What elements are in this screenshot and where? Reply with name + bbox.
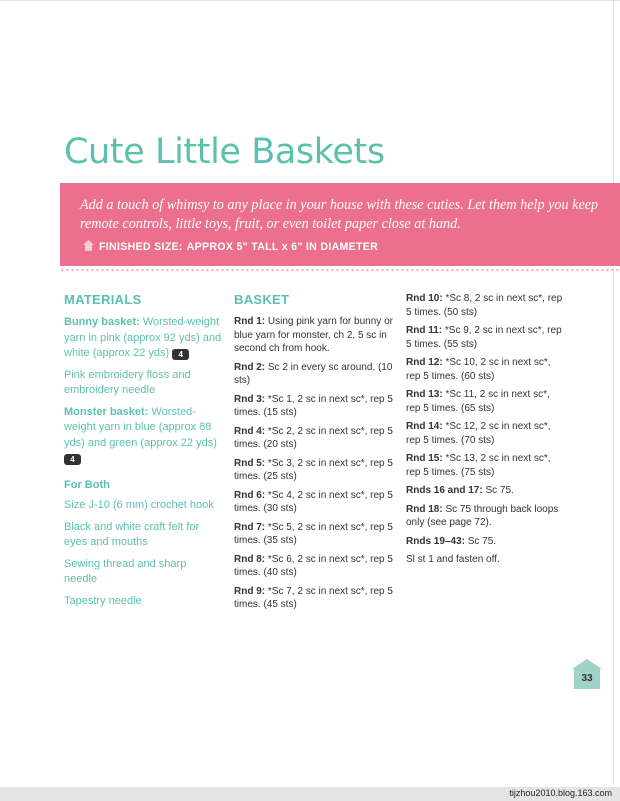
dotted-divider <box>60 268 620 272</box>
round-instruction: Rnds 16 and 17: Sc 75. <box>406 485 514 496</box>
round-instruction: Rnd 9: *Sc 7, 2 sc in next sc*, rep 5 times. (45 sts) <box>234 585 393 610</box>
yarn-weight-icon: 4 <box>64 454 81 465</box>
house-icon <box>83 240 94 254</box>
material-item: Sewing thread and sharp needle <box>64 557 187 585</box>
round-instruction: Rnd 2: Sc 2 in every sc around. (10 sts) <box>234 361 393 386</box>
round-instruction: Rnd 11: *Sc 9, 2 sc in next sc*, rep 5 times. (55 sts) <box>406 325 562 350</box>
footer-bar <box>0 787 620 801</box>
round-instruction: Rnd 5: *Sc 3, 2 sc in next sc*, rep 5 times. (25 sts) <box>234 457 393 482</box>
monster-basket-text: Worsted-weight yarn in blue (approx 88 yds) and green (approx 22 yds) <box>64 405 217 449</box>
embroidery-floss-material: Pink embroidery floss and embroidery needle <box>64 368 191 396</box>
monster-basket-label: Monster basket: <box>64 405 149 418</box>
intro-banner <box>60 183 620 266</box>
watermark: tijzhou2010.blog.163.com <box>509 788 612 798</box>
round-instruction: Rnd 3: *Sc 1, 2 sc in next sc*, rep 5 times. (15 sts) <box>234 393 393 418</box>
materials-column <box>64 292 222 615</box>
round-instruction: Rnd 4: *Sc 2, 2 sc in next sc*, rep 5 times. (20 sts) <box>234 425 393 450</box>
round-instruction: Rnds 19–43: Sc 75. <box>406 535 497 547</box>
bunny-basket-material <box>64 315 222 362</box>
page-number-badge <box>572 659 602 689</box>
basket-column <box>234 292 394 617</box>
round-instruction: Rnd 10: *Sc 8, 2 sc in next sc*, rep 5 times. (50 sts) <box>406 293 563 318</box>
for-both-heading: For Both <box>64 478 110 491</box>
monster-basket-material <box>64 405 222 467</box>
right-border <box>613 0 614 785</box>
material-item: Black and white craft felt for eyes and mouths <box>64 520 200 548</box>
finished-size-label: FINISHED SIZE: <box>99 241 183 253</box>
page-number: 33 <box>581 673 593 684</box>
round-instruction: Sl st 1 and fasten off. <box>406 554 500 565</box>
basket-heading: BASKET <box>234 292 290 307</box>
yarn-weight-icon: 4 <box>172 349 189 360</box>
round-instruction: Rnd 1: Using pink yarn for bunny or blue yarn for monster, ch 2, 5 sc in second ch from hook. <box>234 316 393 354</box>
finished-size-value: APPROX 5" TALL x 6" IN DIAMETER <box>186 241 379 253</box>
materials-heading: MATERIALS <box>64 292 142 307</box>
page-title: Cute Little Baskets <box>64 132 385 172</box>
round-instruction: Rnd 13: *Sc 11, 2 sc in next sc*, rep 5 times. (65 sts) <box>406 389 550 414</box>
round-instruction: Rnd 6: *Sc 4, 2 sc in next sc*, rep 5 times. (30 sts) <box>234 489 393 514</box>
bunny-basket-label: Bunny basket: <box>64 316 140 328</box>
round-instruction: Rnd 15: *Sc 13, 2 sc in next sc*, rep 5 times. (75 sts) <box>406 453 551 478</box>
basket-column-continued <box>406 292 566 572</box>
round-instruction: Rnd 7: *Sc 5, 2 sc in next sc*, rep 5 times. (35 sts) <box>234 521 393 546</box>
bunny-basket-text: Worsted-weight yarn in pink (approx 92 yds) and white (approx 22 yds) <box>64 316 222 359</box>
material-item: Size J-10 (6 mm) crochet hook <box>64 499 214 511</box>
intro-text: Add a touch of whimsy to any place in your house with these cuties. Let them help you keep remote controls, little toys, fruit, or even toilet paper close at hand. <box>80 197 599 232</box>
round-instruction: Rnd 12: *Sc 10, 2 sc in next sc*, rep 5 times. (60 sts) <box>406 357 551 382</box>
round-instruction: Rnd 14: *Sc 12, 2 sc in next sc*, rep 5 times. (70 sts) <box>406 421 551 446</box>
finished-size <box>83 240 378 254</box>
round-instruction: Rnd 8: *Sc 6, 2 sc in next sc*, rep 5 times. (40 sts) <box>234 553 393 578</box>
top-border <box>0 0 620 1</box>
material-item: Tapestry needle <box>64 594 142 607</box>
round-instruction: Rnd 18: Sc 75 through back loops only (see page 72). <box>406 503 559 528</box>
